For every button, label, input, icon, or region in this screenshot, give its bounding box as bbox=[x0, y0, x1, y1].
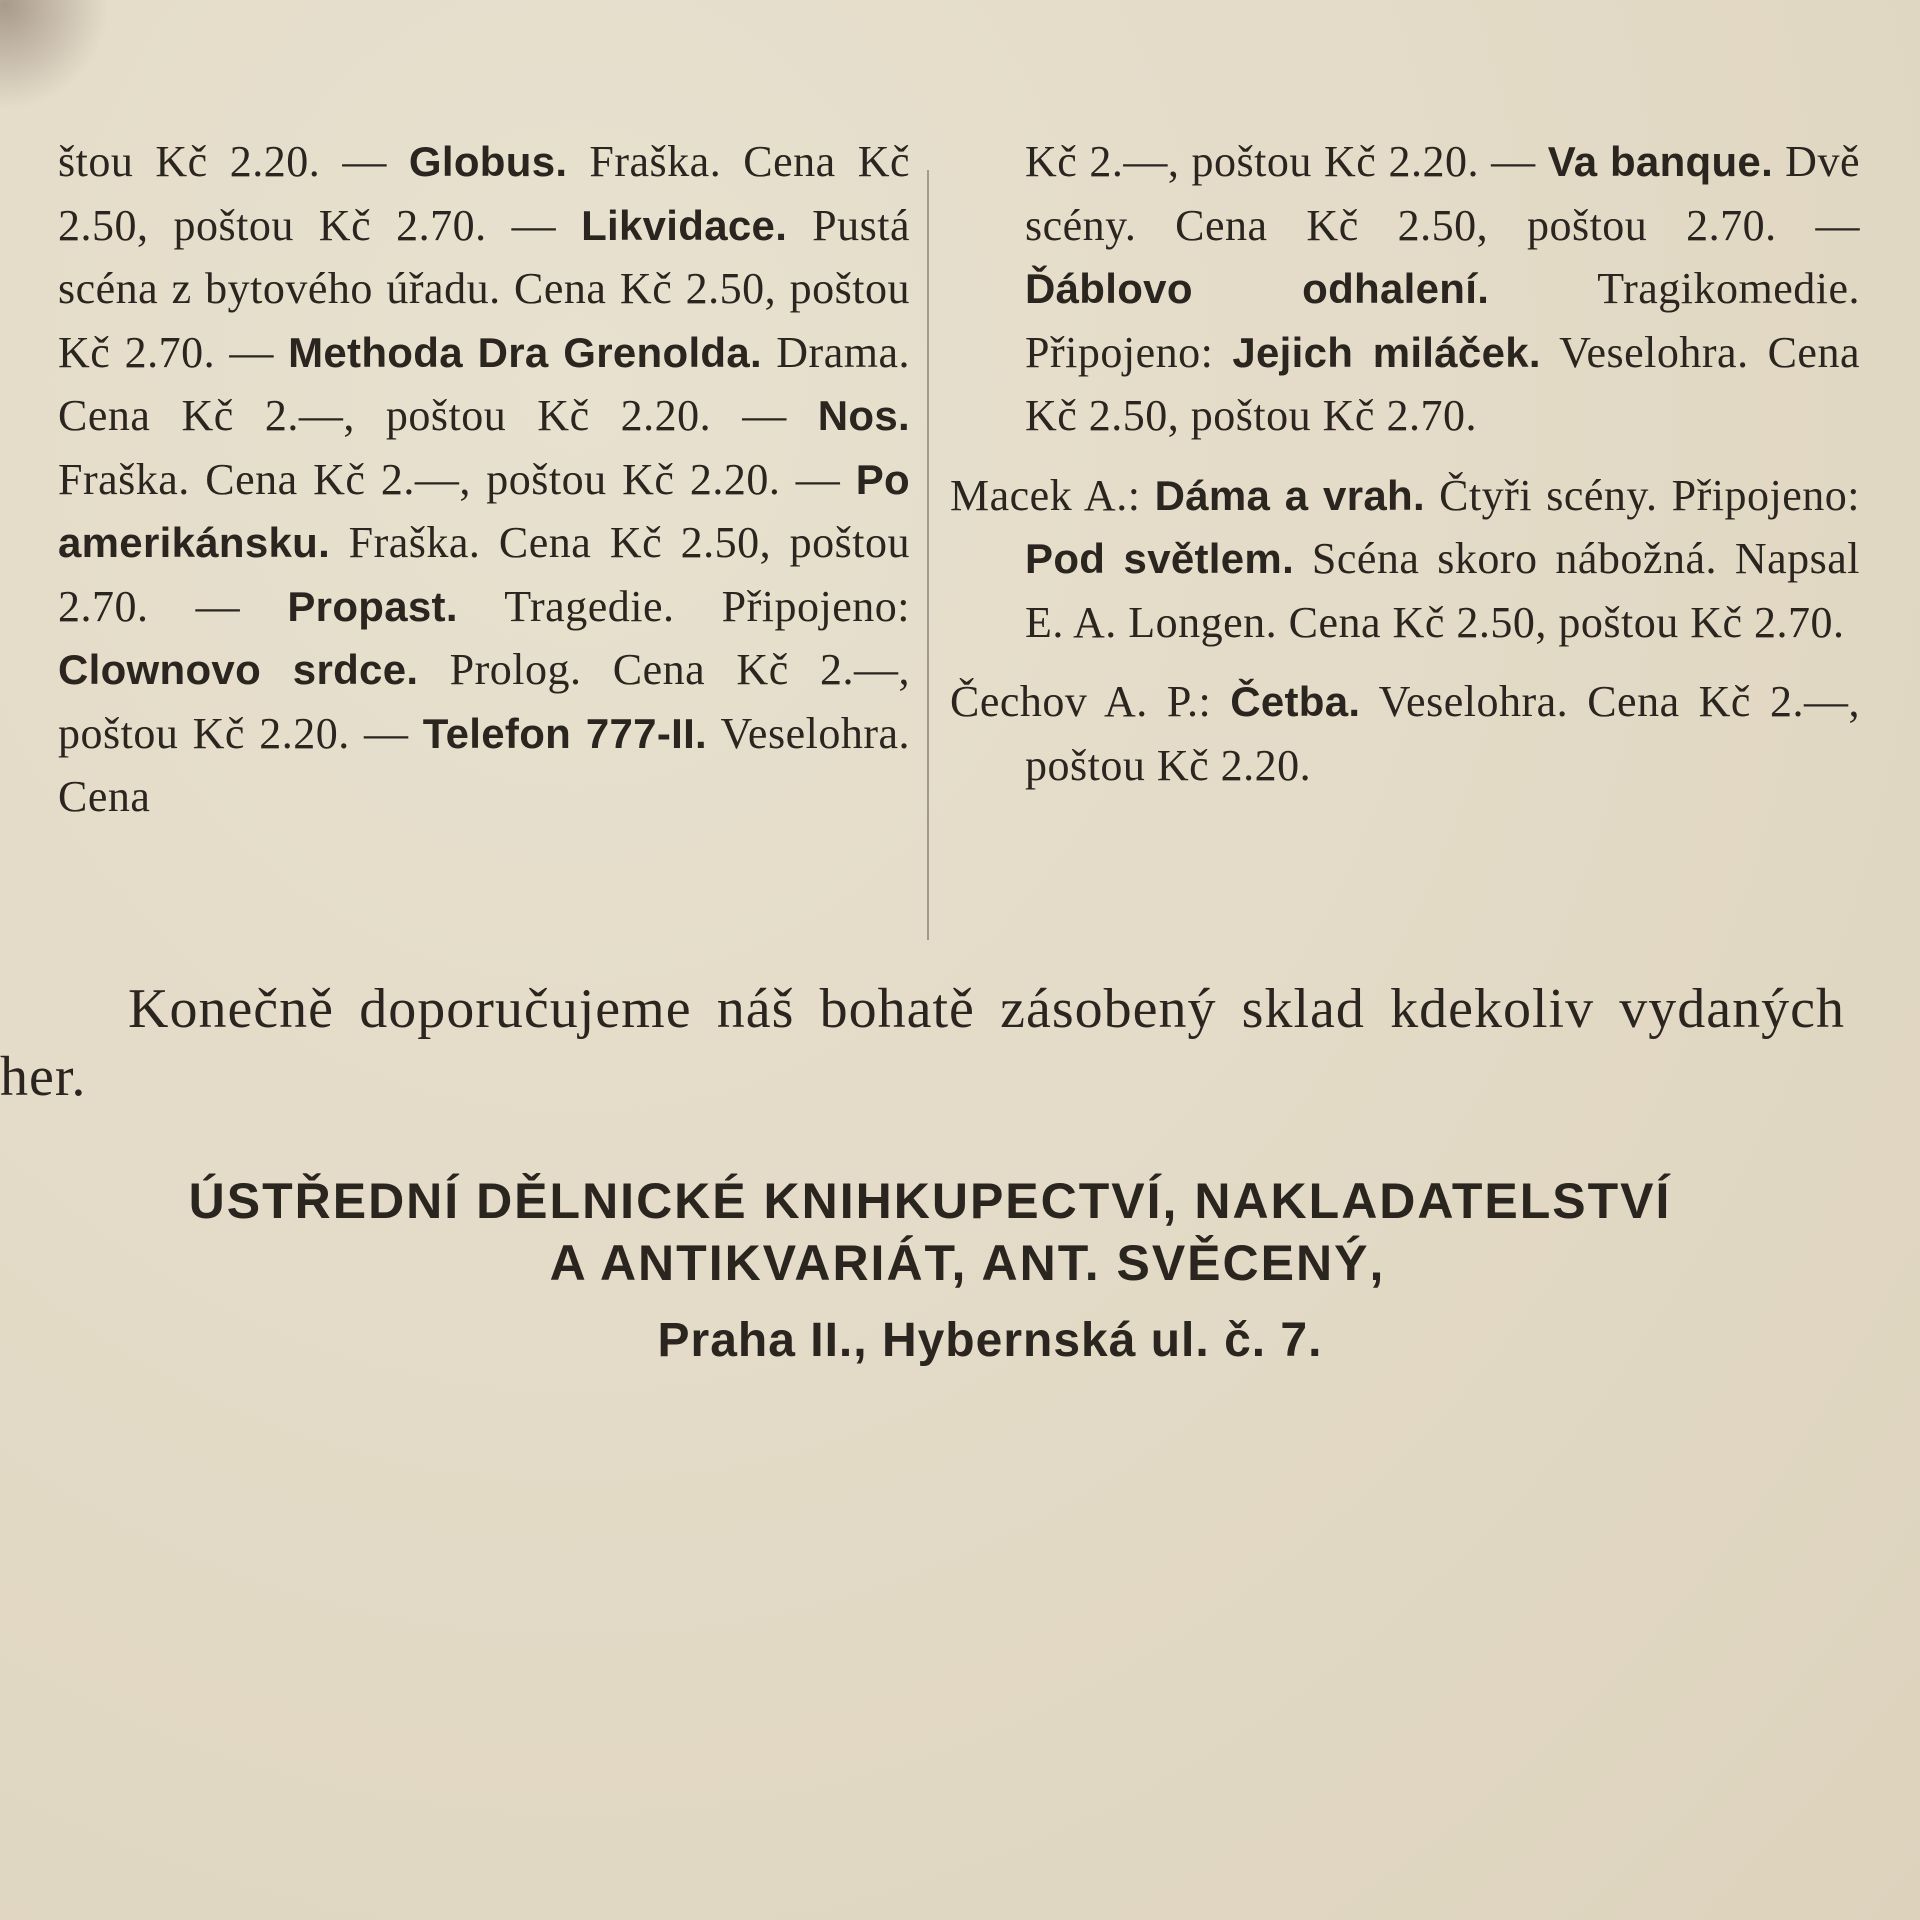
catalog-text: Čechov A. P.: bbox=[950, 677, 1231, 726]
imprint-line-2: A ANTIKVARIÁT, ANT. SVĚCENÝ, bbox=[549, 1235, 1386, 1291]
right-column-continuation bbox=[950, 130, 1860, 448]
play-title: Jejich miláček. bbox=[1232, 328, 1541, 376]
catalog-text: Veselohra. Cena Kč 2.—, poštou Kč 2.20. bbox=[1025, 677, 1861, 790]
catalog-text: Tragedie. Připojeno: bbox=[457, 581, 910, 631]
right-column bbox=[950, 130, 1860, 797]
play-title: Propast. bbox=[287, 582, 458, 630]
page-corner-shadow bbox=[0, 0, 110, 110]
play-title: Va banque. bbox=[1547, 138, 1774, 185]
play-title: Po amerikánsku. bbox=[58, 455, 910, 566]
catalog-text: Fraška. Cena Kč 2.50, poštou Kč 2.70. — bbox=[58, 137, 911, 250]
catalog-entry-cechov bbox=[950, 670, 1860, 797]
catalog-text: Prolog. Cena Kč 2.—, poštou Kč 2.20. — bbox=[58, 645, 911, 758]
catalog-text: Pustá scéna z bytového úřadu. Cena Kč 2.50, poštou Kč 2.70. — bbox=[58, 200, 910, 377]
publisher-imprint bbox=[20, 1170, 1840, 1376]
play-title: Ďáblovo odhalení. bbox=[1025, 265, 1490, 312]
imprint-line-1: ÚSTŘEDNÍ DĚLNICKÉ KNIHKUPECTVÍ, NAKLADATELSTVÍ bbox=[188, 1173, 1672, 1229]
catalog-text: Veselohra. Cena Kč 2.50, poštou Kč 2.70. bbox=[1025, 327, 1860, 440]
column-divider bbox=[927, 170, 929, 940]
play-title: Nos. bbox=[817, 392, 910, 439]
catalog-text: Čtyři scény. Připojeno: bbox=[1424, 470, 1860, 520]
catalog-text: Fraška. Cena Kč 2.50, poštou 2.70. — bbox=[58, 518, 910, 631]
catalog-text: Fraška. Cena Kč 2.—, poštou Kč 2.20. — bbox=[58, 454, 856, 504]
play-title: Globus. bbox=[408, 138, 568, 185]
catalog-text: Dvě scény. Cena Kč 2.50, poštou 2.70. — bbox=[1025, 137, 1860, 250]
play-title: Pod světlem. bbox=[1025, 535, 1295, 582]
play-title: Dáma a vrah. bbox=[1154, 471, 1425, 519]
play-title: Telefon 777-II. bbox=[422, 709, 708, 757]
left-column bbox=[58, 130, 910, 829]
imprint-address: Praha II., Hybernská ul. č. 7. bbox=[657, 1314, 1323, 1367]
catalog-text: Veselohra. Cena bbox=[58, 708, 911, 821]
play-title: Likvidace. bbox=[581, 201, 788, 249]
catalog-text: Drama. Cena Kč 2.—, poštou Kč 2.20. — bbox=[58, 327, 910, 440]
play-title: Methoda Dra Grenolda. bbox=[288, 328, 763, 376]
catalog-text: Scéna skoro nábožná. Napsal E. A. Longen. Cena Kč 2.50, poštou Kč 2.70. bbox=[1025, 534, 1861, 647]
closing-paragraph: Konečně doporučujeme náš bohatě zásobený sklad kdekoliv vydaných her. bbox=[0, 978, 1845, 1108]
play-title: Četba. bbox=[1230, 678, 1361, 725]
catalog-text: Tragikomedie. Připojeno: bbox=[1025, 264, 1860, 377]
left-column-text bbox=[58, 130, 910, 829]
catalog-text: Macek A.: bbox=[950, 470, 1155, 520]
catalog-entry-macek bbox=[950, 464, 1860, 655]
catalog-text: štou Kč 2.20. — bbox=[58, 137, 409, 186]
play-title: Clownovo srdce. bbox=[58, 646, 419, 693]
catalog-text: Kč 2.—, poštou Kč 2.20. — bbox=[1025, 137, 1548, 186]
